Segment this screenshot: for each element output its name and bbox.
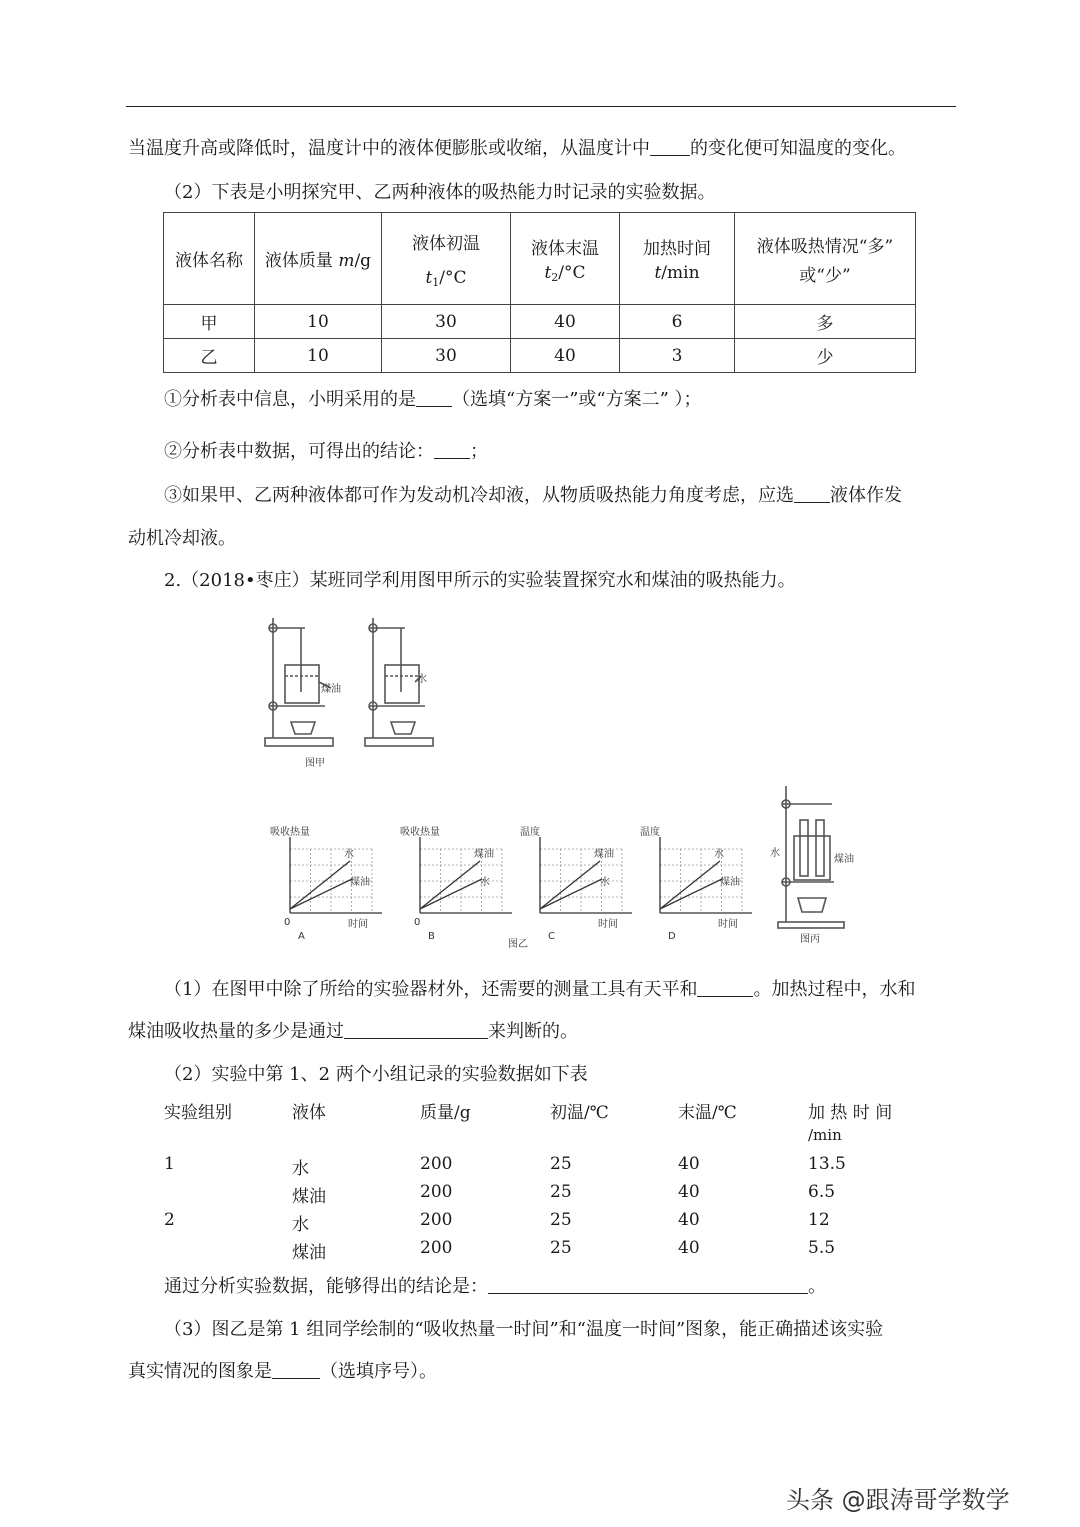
- header-rule: [126, 106, 956, 107]
- cell: 6: [620, 305, 735, 339]
- graph-C: [520, 825, 632, 942]
- question-a2: ②分析表中数据，可得出的结论： ；: [164, 441, 488, 462]
- graph-upper-label: 煤油: [474, 849, 494, 860]
- graph-lower-label: 煤油: [350, 877, 370, 888]
- problem-2: 2.（2018•枣庄）某班同学利用图甲所示的实验装置探究水和煤油的吸热能力。: [164, 570, 796, 591]
- cell: 10: [255, 305, 382, 339]
- blank-a1[interactable]: [416, 388, 452, 407]
- question-a3: ③如果甲、乙两种液体都可作为发动机冷却液，从物质吸热能力角度考虑，应选 液体作发: [164, 485, 902, 506]
- graph-xlabel: 时间: [348, 919, 368, 930]
- t2-h1: 液体: [292, 1103, 326, 1123]
- fig-bing-label-right: 煤油: [834, 854, 854, 865]
- cell: 水: [292, 1159, 309, 1179]
- graph-ylabel: 吸收热量: [270, 827, 310, 838]
- cell: 40: [511, 339, 620, 373]
- cell: 1: [164, 1154, 175, 1174]
- th-time: 加热时间 t/min: [620, 213, 735, 305]
- blank-graph[interactable]: [272, 1360, 320, 1379]
- cell: 25: [550, 1238, 572, 1258]
- t2-h5: 加 热 时 间: [808, 1103, 893, 1123]
- graph-letter: B: [428, 931, 435, 942]
- graph-lower-label: 水: [600, 877, 610, 888]
- cell: 200: [420, 1238, 453, 1258]
- part-2-conclusion: 通过分析实验数据，能够得出的结论是： 。: [164, 1276, 826, 1297]
- graph-letter: A: [298, 931, 305, 942]
- th-name: 液体名称: [164, 213, 255, 305]
- cell: 乙: [164, 339, 255, 373]
- t2-h5-unit: /min: [808, 1126, 842, 1144]
- t2-h3: 初温/℃: [550, 1103, 609, 1123]
- cell: 40: [678, 1154, 700, 1174]
- cell: 40: [678, 1182, 700, 1202]
- cell: 5.5: [808, 1238, 836, 1258]
- part-3-line2: 真实情况的图象是 （选填序号）。: [128, 1361, 437, 1382]
- fig-jia-caption: 图甲: [305, 758, 325, 769]
- graph-xlabel: 时间: [718, 919, 738, 930]
- blank-a3[interactable]: [794, 484, 830, 503]
- fig-bing-caption: 图丙: [800, 934, 820, 945]
- fig-jia-label-left: 煤油: [321, 684, 341, 695]
- cell: 煤油: [292, 1243, 326, 1263]
- blank-a2[interactable]: [434, 440, 470, 459]
- table-row: [164, 339, 916, 373]
- cell: 200: [420, 1182, 453, 1202]
- figure-bing: [768, 780, 863, 950]
- cell: 13.5: [808, 1154, 846, 1174]
- graph-lower-label: 煤油: [720, 877, 740, 888]
- cell: 甲: [164, 305, 255, 339]
- fig-jia-label-right: 水: [417, 674, 427, 685]
- t2-h2: 质量/g: [420, 1103, 471, 1123]
- figure-jia: [255, 610, 455, 780]
- fig-bing-label-left: 水: [770, 848, 780, 859]
- cell: 25: [550, 1154, 572, 1174]
- cell: 30: [382, 339, 511, 373]
- part-1-line2: 煤油吸收热量的多少是通过 来判断的。: [128, 1021, 578, 1042]
- cell: 6.5: [808, 1182, 836, 1202]
- graph-letter: D: [668, 931, 676, 942]
- th-absorb: 液体吸热情况“多” 或“少”: [735, 213, 916, 305]
- cell: 3: [620, 339, 735, 373]
- graph-B: [400, 825, 512, 942]
- cell: 煤油: [292, 1187, 326, 1207]
- graph-xlabel: 时间: [598, 919, 618, 930]
- cell: 200: [420, 1154, 453, 1174]
- question-a3-line2: 动机冷却液。: [128, 528, 236, 549]
- cell: 2: [164, 1210, 175, 1230]
- cell: 25: [550, 1182, 572, 1202]
- cell: 少: [735, 339, 916, 373]
- cell: 10: [255, 339, 382, 373]
- part-1-line1: （1）在图甲中除了所给的实验器材外，还需要的测量工具有天平和 。加热过程中，水和: [164, 979, 916, 1000]
- cell: 水: [292, 1215, 309, 1235]
- graph-upper-label: 煤油: [594, 849, 614, 860]
- question-a1: ①分析表中信息，小明采用的是 （选填“方案一”或“方案二” ）；: [164, 389, 702, 410]
- blank-judge[interactable]: [344, 1020, 488, 1039]
- part-3-line1: （3）图乙是第 1 组同学绘制的“吸收热量一时间”和“温度一时间”图象，能正确描述该实验: [164, 1319, 884, 1340]
- intro-line: 当温度升高或降低时，温度计中的液体便膨胀或收缩，从温度计中 的变化便可知温度的变化。: [128, 138, 906, 159]
- th-t1: 液体初温 $t_1/^\circ C$: [382, 213, 511, 305]
- q2-heading: （2）下表是小明探究甲、乙两种液体的吸热能力时记录的实验数据。: [164, 182, 716, 203]
- blank-tool[interactable]: [697, 978, 753, 997]
- t2-h4: 末温/℃: [678, 1103, 737, 1123]
- watermark: 头条 @跟涛哥学数学: [786, 1486, 1010, 1514]
- th-t2: 液体末温 $t_2/^\circ C$: [511, 213, 620, 305]
- graph-A: [270, 825, 382, 942]
- blank-conclusion[interactable]: [488, 1275, 808, 1294]
- graph-ylabel: 吸收热量: [400, 827, 440, 838]
- cell: 200: [420, 1210, 453, 1230]
- t2-h0: 实验组别: [164, 1103, 232, 1123]
- blank-1[interactable]: [650, 137, 690, 156]
- graph-upper-label: 水: [714, 849, 724, 860]
- cell: 40: [678, 1210, 700, 1230]
- fig-yi-caption: 图乙: [508, 939, 528, 950]
- cell: 25: [550, 1210, 572, 1230]
- cell: 多: [735, 305, 916, 339]
- graph-lower-label: 水: [480, 877, 490, 888]
- cell: 40: [678, 1238, 700, 1258]
- table-row: [164, 305, 916, 339]
- graph-letter: C: [548, 931, 555, 942]
- graph-origin: 0: [414, 917, 421, 928]
- graph-ylabel: 温度: [520, 827, 540, 838]
- graph-ylabel: 温度: [640, 827, 660, 838]
- cell: 12: [808, 1210, 830, 1230]
- graph-origin: 0: [284, 917, 291, 928]
- cell: 30: [382, 305, 511, 339]
- th-mass: 液体质量 m/g: [255, 213, 382, 305]
- cell: 40: [511, 305, 620, 339]
- data-table-1: [163, 212, 916, 373]
- figure-yi: [260, 815, 760, 950]
- part-2-heading: （2）实验中第 1、2 两个小组记录的实验数据如下表: [164, 1064, 588, 1085]
- graph-upper-label: 水: [344, 849, 354, 860]
- graph-D: [640, 825, 752, 942]
